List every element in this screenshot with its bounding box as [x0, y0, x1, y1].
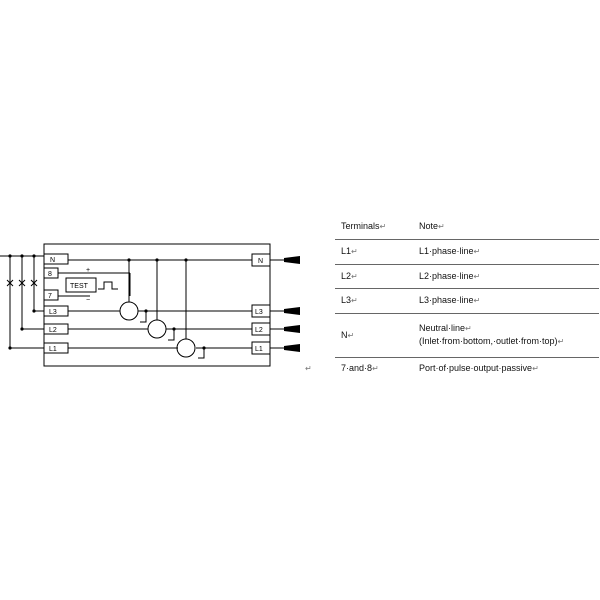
- header-terminals: Terminals↵: [335, 214, 415, 239]
- label-right-l3: L3: [255, 309, 263, 316]
- label-left-l2: L2: [49, 327, 57, 334]
- plus-sign: +: [86, 267, 91, 274]
- label-left-l1: L1: [49, 346, 57, 353]
- ct-coil-l1: [177, 339, 195, 357]
- label-left-n: N: [50, 257, 56, 264]
- label-right-n: N: [258, 258, 264, 265]
- label-right-l1: L1: [255, 346, 263, 353]
- table-row: L1↵ L1·phase·line↵: [335, 239, 599, 264]
- label-left-l3: L3: [49, 309, 57, 316]
- test-label: TEST: [70, 283, 88, 290]
- header-note: Note↵: [415, 214, 599, 239]
- pulse-waveform-icon: [98, 282, 118, 289]
- table-row: 7·and·8↵ Port·of·pulse·output·passive↵: [341, 362, 539, 373]
- label-right-l2: L2: [255, 327, 263, 334]
- label-left-7: 7: [48, 293, 52, 300]
- paragraph-mark: ↵: [305, 364, 312, 373]
- table-row: N↵ Neutral·line↵ (Inlet·from·bottom,·outlet·from·top)↵: [335, 313, 599, 357]
- minus-sign: −: [86, 297, 91, 304]
- ct-coil-l2: [148, 320, 166, 338]
- output-arrows: [284, 256, 300, 352]
- label-left-8: 8: [48, 271, 52, 278]
- table-row: L2↵ L2·phase·line↵: [335, 264, 599, 288]
- terminals-table: [335, 214, 599, 379]
- terminal-left-n: [44, 254, 68, 264]
- table-header-row: [335, 214, 599, 239]
- ct-coil-l3: [120, 302, 138, 320]
- junction-dots: [8, 254, 205, 349]
- table-row: L3↵ L3·phase·line↵: [335, 288, 599, 313]
